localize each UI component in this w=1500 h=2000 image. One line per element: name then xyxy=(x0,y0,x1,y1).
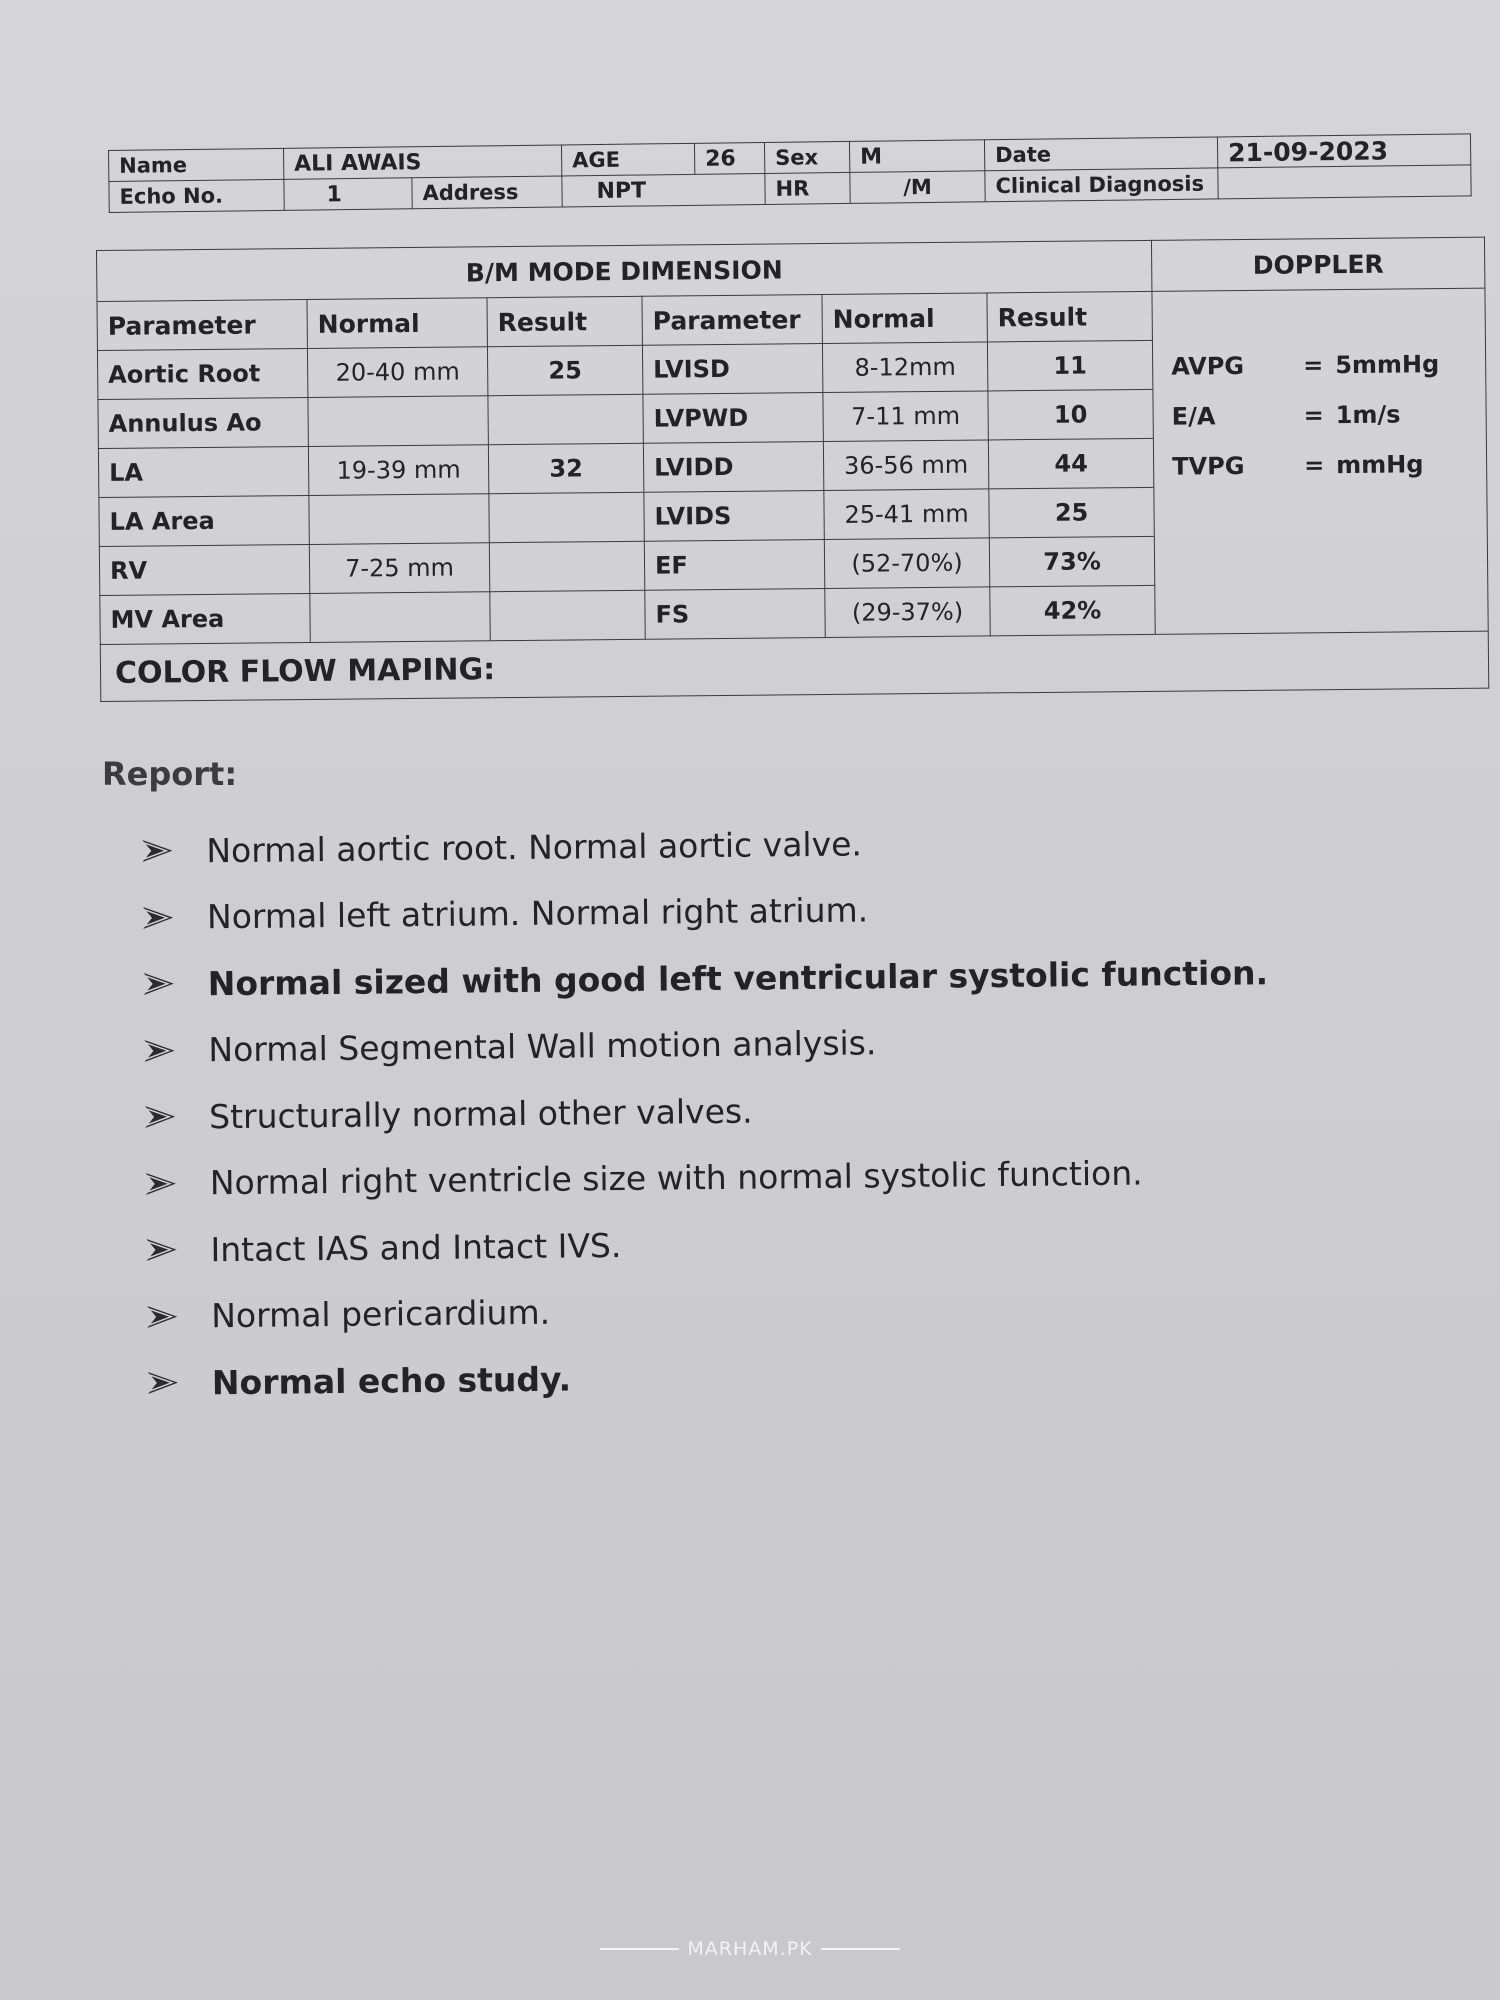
date-value: 21-09-2023 xyxy=(1217,134,1470,168)
result-cell: 11 xyxy=(987,340,1153,391)
normal-cell: 7-25 mm xyxy=(309,543,489,594)
parameter-cell: LA xyxy=(98,446,308,497)
clinical-diagnosis-label: Clinical Diagnosis xyxy=(985,168,1218,202)
result-cell: 42% xyxy=(990,585,1156,636)
normal-cell: 7-11 mm xyxy=(823,391,988,442)
parameter-cell: LVIDD xyxy=(643,442,823,493)
column-header: Normal xyxy=(822,293,987,344)
parameter-cell: LA Area xyxy=(99,495,309,546)
doppler-equals: = xyxy=(1303,401,1324,430)
result-cell: 44 xyxy=(988,438,1154,489)
parameter-cell: EF xyxy=(644,540,824,591)
patient-info-table xyxy=(108,133,1472,213)
parameter-cell: LVISD xyxy=(642,344,822,395)
list-item xyxy=(146,1338,1273,1416)
address-label: Address xyxy=(412,176,562,209)
sex-label: Sex xyxy=(764,141,849,173)
list-item xyxy=(144,1205,1271,1283)
normal-cell: 36-56 mm xyxy=(823,440,988,491)
parameter-cell: MV Area xyxy=(100,593,310,644)
report-item-text: Structurally normal other valves. xyxy=(208,1091,753,1137)
watermark xyxy=(600,1938,900,1960)
doppler-title: DOPPLER xyxy=(1152,237,1485,291)
normal-cell xyxy=(308,396,488,447)
parameter-cell: Aortic Root xyxy=(97,348,307,399)
normal-cell: (29-37%) xyxy=(825,587,990,638)
arrow-bullet-icon xyxy=(144,1169,178,1197)
result-cell: 25 xyxy=(989,487,1155,538)
hr-unit: /M xyxy=(850,171,985,204)
doppler-equals: = xyxy=(1304,451,1325,480)
doppler-panel xyxy=(1152,288,1488,634)
arrow-bullet-icon xyxy=(143,1103,177,1131)
report-item-text: Normal aortic root. Normal aortic valve. xyxy=(206,824,863,871)
measurements-table xyxy=(96,237,1489,702)
doppler-equals: = xyxy=(1303,351,1324,380)
result-cell xyxy=(489,541,644,591)
list-item xyxy=(141,873,1268,951)
normal-cell: (52-70%) xyxy=(824,538,989,589)
report-item-text: Normal left atrium. Normal right atrium. xyxy=(206,890,869,937)
result-cell: 25 xyxy=(487,345,642,395)
column-header: Parameter xyxy=(97,299,307,350)
doppler-row xyxy=(1171,339,1471,392)
report-heading: Report: xyxy=(102,755,238,793)
watermark-text: MARHAM.PK xyxy=(687,1938,813,1960)
column-header: Result xyxy=(987,291,1153,342)
report-item-text: Intact IAS and Intact IVS. xyxy=(210,1225,622,1270)
column-header: Result xyxy=(487,296,642,346)
sex-value: M xyxy=(849,140,984,173)
age-value: 26 xyxy=(694,142,764,174)
arrow-bullet-icon xyxy=(142,970,176,998)
color-flow-mapping-label: COLOR FLOW MAPING: xyxy=(100,631,1489,701)
report-item-text: Normal pericardium. xyxy=(211,1292,551,1336)
doppler-key: E/A xyxy=(1171,402,1216,431)
hr-label: HR xyxy=(765,172,850,204)
address-value: NPT xyxy=(562,173,765,206)
doppler-key: AVPG xyxy=(1171,351,1245,381)
normal-cell xyxy=(309,494,489,545)
echo-no-value: 1 xyxy=(284,178,412,211)
report-item-text: Normal right ventricle size with normal systolic function. xyxy=(209,1153,1143,1203)
result-cell xyxy=(488,394,643,444)
arrow-bullet-icon xyxy=(142,1036,176,1064)
column-header: Normal xyxy=(307,298,487,349)
parameter-cell: RV xyxy=(99,544,309,595)
list-item xyxy=(143,1072,1270,1150)
doppler-row xyxy=(1172,439,1472,492)
result-cell xyxy=(489,492,644,542)
arrow-bullet-icon xyxy=(140,837,174,865)
list-item xyxy=(140,806,1267,884)
bm-mode-title: B/M MODE DIMENSION xyxy=(97,240,1153,301)
parameter-cell: Annulus Ao xyxy=(98,397,308,448)
result-cell xyxy=(490,590,645,640)
doppler-value: mmHg xyxy=(1336,450,1424,480)
arrow-bullet-icon xyxy=(141,903,175,931)
watermark-rule xyxy=(600,1948,679,1950)
report-item-text: Normal Segmental Wall motion analysis. xyxy=(208,1023,877,1070)
doppler-row xyxy=(1171,389,1471,442)
list-item xyxy=(143,1139,1270,1217)
clinical-diagnosis-value xyxy=(1218,165,1471,199)
report-item-text: Normal sized with good left ventricular systolic function. xyxy=(207,952,1269,1004)
doppler-key: TVPG xyxy=(1172,451,1245,481)
result-cell: 10 xyxy=(988,389,1154,440)
report-item-text: Normal echo study. xyxy=(211,1359,572,1403)
arrow-bullet-icon xyxy=(145,1302,179,1330)
name-value: ALI AWAIS xyxy=(283,145,561,179)
doppler-value: 1m/s xyxy=(1335,400,1401,430)
list-item xyxy=(145,1272,1272,1350)
age-label: AGE xyxy=(561,143,694,176)
date-label: Date xyxy=(984,137,1217,171)
report-list xyxy=(140,806,1273,1416)
echo-no-label: Echo No. xyxy=(109,179,284,212)
name-label: Name xyxy=(109,148,284,181)
normal-cell: 25-41 mm xyxy=(824,489,989,540)
normal-cell: 20-40 mm xyxy=(307,347,487,398)
result-cell: 73% xyxy=(989,536,1155,587)
list-item xyxy=(142,1006,1269,1084)
watermark-rule xyxy=(821,1948,900,1950)
column-header: Parameter xyxy=(642,295,822,346)
normal-cell: 19-39 mm xyxy=(308,445,488,496)
parameter-cell: LVIDS xyxy=(644,491,824,542)
parameter-cell: FS xyxy=(645,589,825,640)
result-cell: 32 xyxy=(488,443,643,493)
arrow-bullet-icon xyxy=(144,1236,178,1264)
normal-cell xyxy=(310,592,490,643)
parameter-cell: LVPWD xyxy=(643,393,823,444)
arrow-bullet-icon xyxy=(146,1369,180,1397)
doppler-value: 5mmHg xyxy=(1335,350,1440,380)
list-item xyxy=(141,939,1268,1017)
normal-cell: 8-12mm xyxy=(822,342,987,393)
